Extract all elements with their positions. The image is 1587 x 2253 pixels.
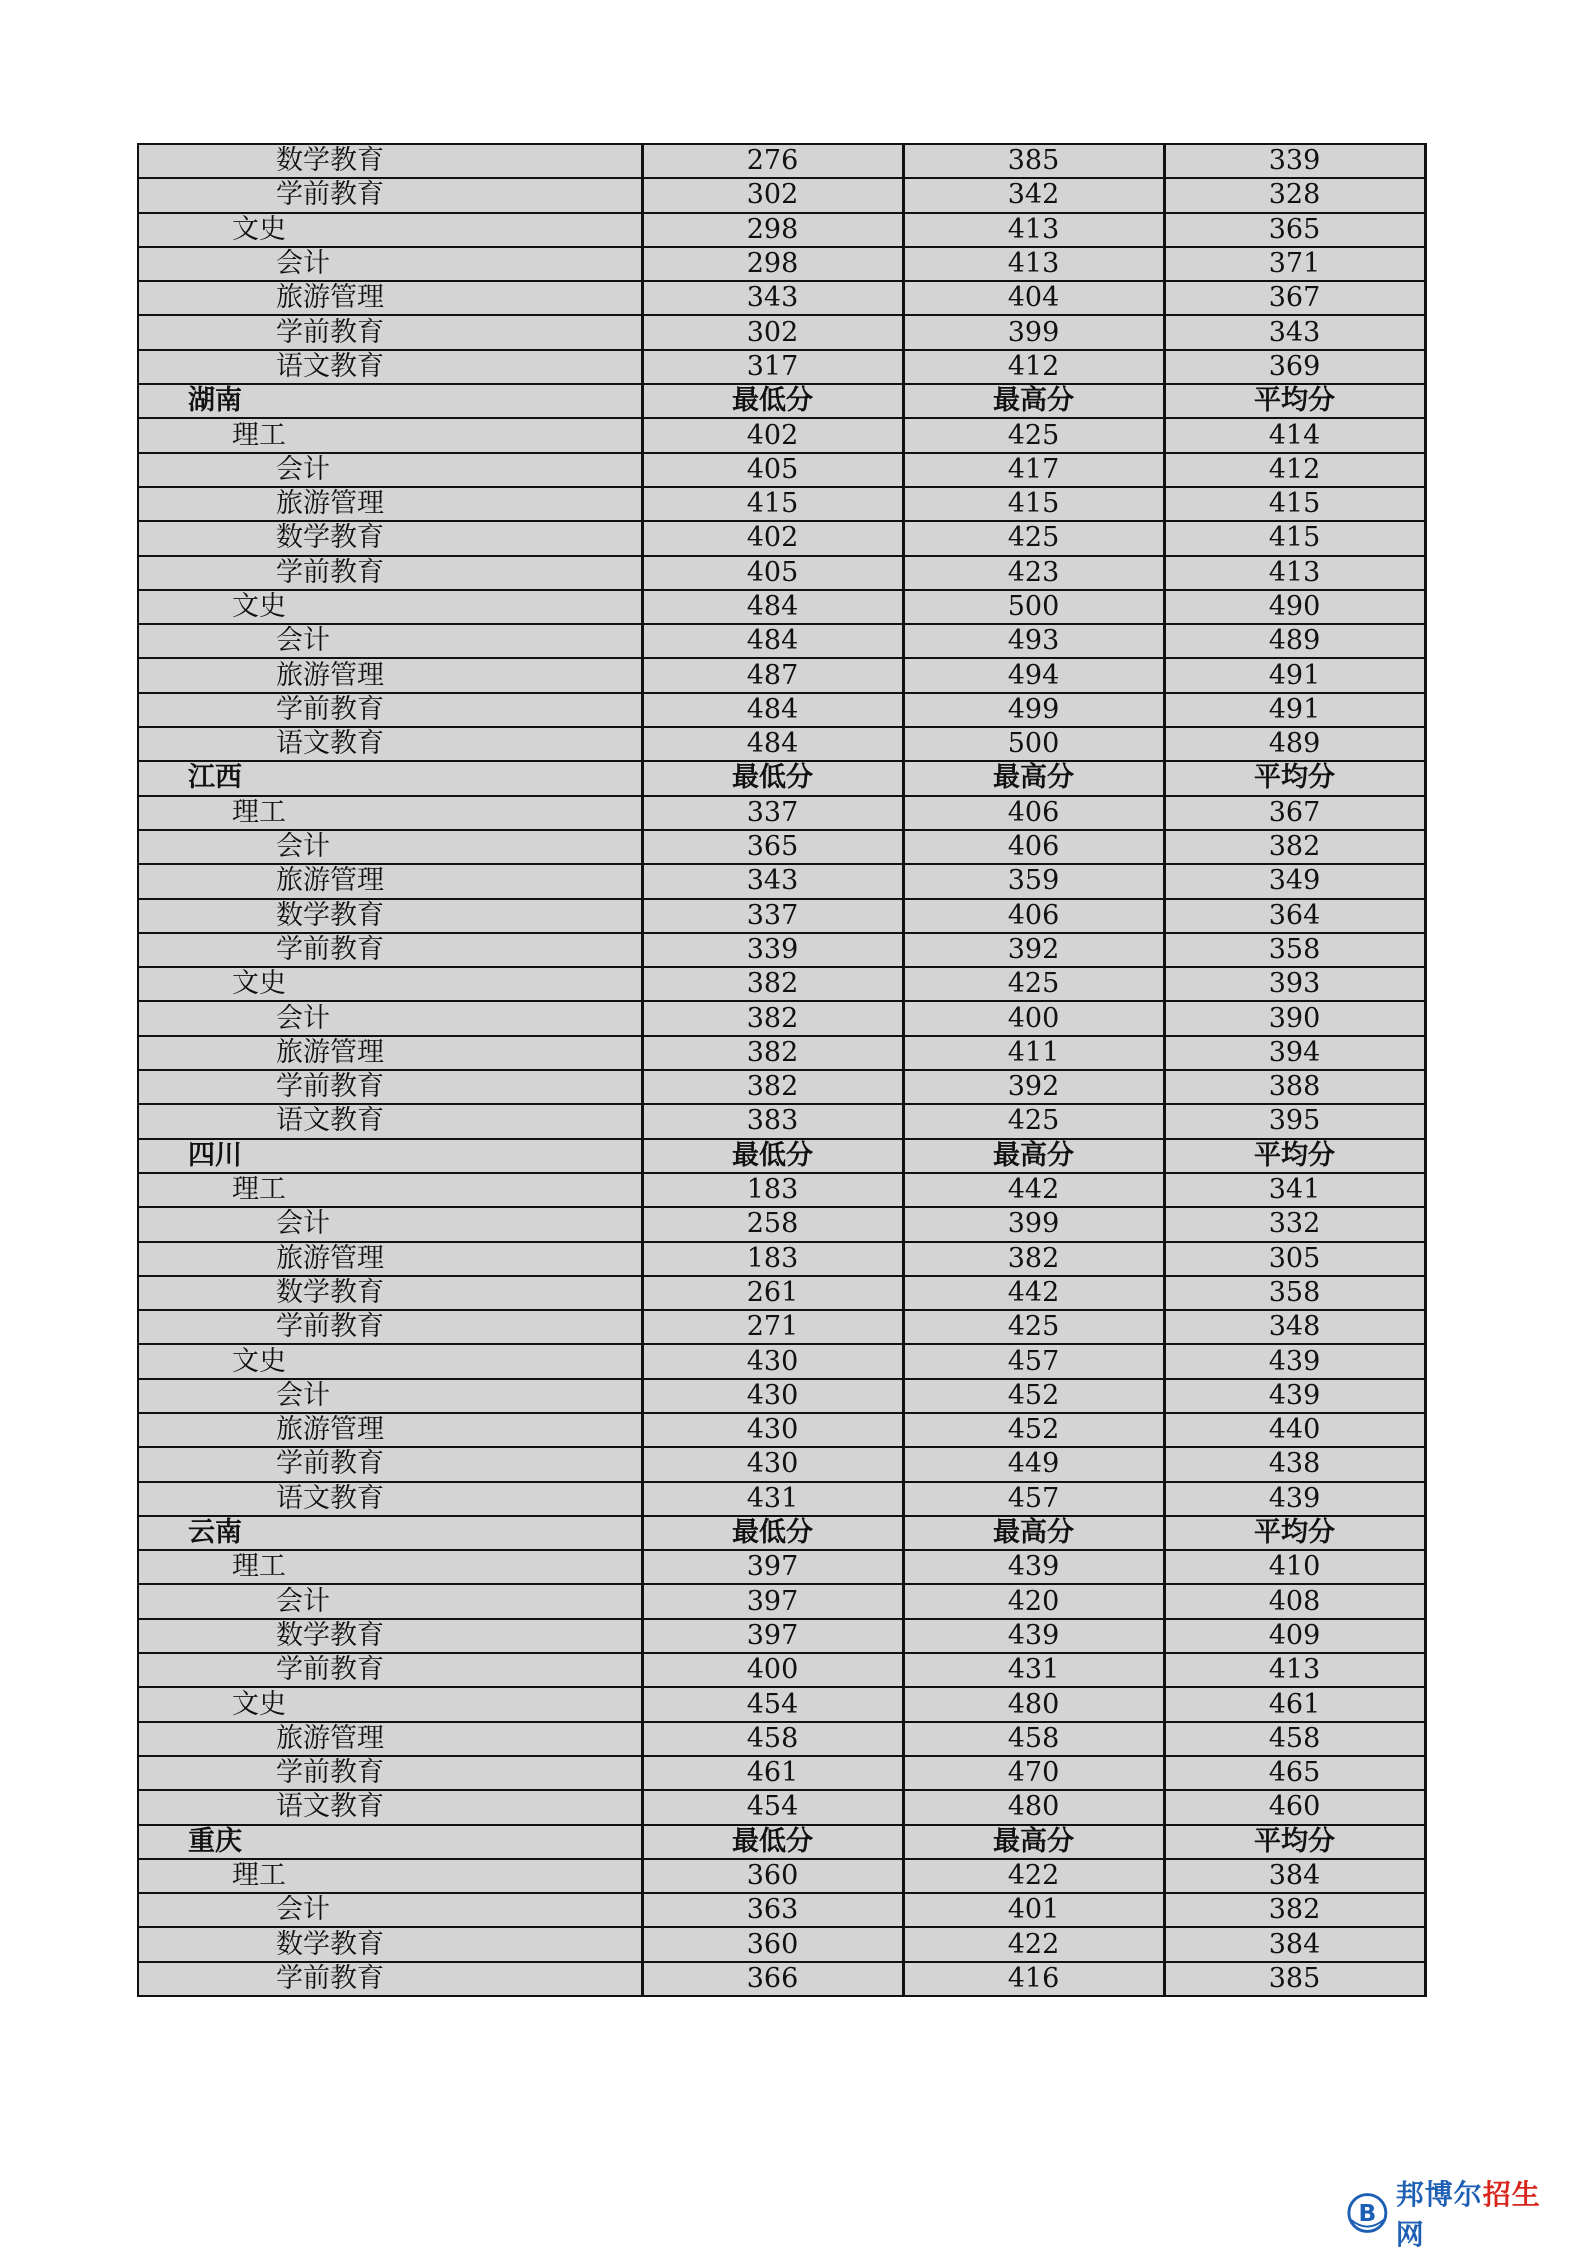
min-score-cell: 298 bbox=[642, 247, 903, 281]
row-name-cell: 旅游管理 bbox=[138, 281, 642, 315]
brand-name-part2: 招生 bbox=[1482, 2178, 1541, 2211]
major-row bbox=[138, 727, 1425, 761]
min-score-cell: 400 bbox=[642, 1653, 903, 1687]
avg-score-cell: 439 bbox=[1164, 1482, 1425, 1516]
category-row bbox=[138, 1173, 1425, 1207]
row-name-cell: 理工 bbox=[138, 796, 642, 830]
major-row bbox=[138, 1756, 1425, 1790]
province-header-row bbox=[138, 1825, 1425, 1859]
brand-name-part1: 邦博尔 bbox=[1395, 2178, 1483, 2211]
avg-score-cell: 458 bbox=[1164, 1722, 1425, 1756]
major-row bbox=[138, 864, 1425, 898]
max-score-cell: 425 bbox=[903, 1104, 1164, 1138]
min-score-cell: 337 bbox=[642, 899, 903, 933]
max-score-cell: 457 bbox=[903, 1344, 1164, 1378]
avg-score-cell: 460 bbox=[1164, 1790, 1425, 1824]
min-score-cell: 484 bbox=[642, 693, 903, 727]
avg-score-cell: 平均分 bbox=[1164, 761, 1425, 795]
avg-score-cell: 439 bbox=[1164, 1344, 1425, 1378]
category-row bbox=[138, 590, 1425, 624]
max-score-cell: 493 bbox=[903, 624, 1164, 658]
row-name-cell: 会计 bbox=[138, 1379, 642, 1413]
avg-score-cell: 384 bbox=[1164, 1927, 1425, 1961]
min-score-cell: 484 bbox=[642, 727, 903, 761]
max-score-cell: 420 bbox=[903, 1584, 1164, 1618]
max-score-cell: 411 bbox=[903, 1036, 1164, 1070]
avg-score-cell: 平均分 bbox=[1164, 1825, 1425, 1859]
max-score-cell: 500 bbox=[903, 727, 1164, 761]
major-row bbox=[138, 1790, 1425, 1824]
avg-score-cell: 358 bbox=[1164, 933, 1425, 967]
major-row bbox=[138, 1379, 1425, 1413]
max-score-cell: 452 bbox=[903, 1413, 1164, 1447]
row-name-cell: 学前教育 bbox=[138, 1962, 642, 1996]
min-score-cell: 484 bbox=[642, 590, 903, 624]
row-name-cell: 学前教育 bbox=[138, 933, 642, 967]
max-score-cell: 413 bbox=[903, 213, 1164, 247]
min-score-cell: 383 bbox=[642, 1104, 903, 1138]
max-score-cell: 415 bbox=[903, 487, 1164, 521]
major-row bbox=[138, 1070, 1425, 1104]
row-name-cell: 数学教育 bbox=[138, 1619, 642, 1653]
major-row bbox=[138, 1482, 1425, 1516]
row-name-cell: 数学教育 bbox=[138, 521, 642, 555]
max-score-cell: 442 bbox=[903, 1173, 1164, 1207]
max-score-cell: 499 bbox=[903, 693, 1164, 727]
avg-score-cell: 393 bbox=[1164, 967, 1425, 1001]
avg-score-cell: 382 bbox=[1164, 830, 1425, 864]
row-name-cell: 会计 bbox=[138, 1207, 642, 1241]
max-score-cell: 423 bbox=[903, 556, 1164, 590]
min-score-cell: 298 bbox=[642, 213, 903, 247]
max-score-cell: 最高分 bbox=[903, 1825, 1164, 1859]
province-header-row bbox=[138, 1139, 1425, 1173]
avg-score-cell: 367 bbox=[1164, 796, 1425, 830]
major-row bbox=[138, 1722, 1425, 1756]
row-name-cell: 湖南 bbox=[138, 384, 642, 418]
min-score-cell: 276 bbox=[642, 144, 903, 178]
max-score-cell: 406 bbox=[903, 830, 1164, 864]
max-score-cell: 431 bbox=[903, 1653, 1164, 1687]
min-score-cell: 382 bbox=[642, 1001, 903, 1035]
max-score-cell: 422 bbox=[903, 1859, 1164, 1893]
row-name-cell: 文史 bbox=[138, 213, 642, 247]
avg-score-cell: 491 bbox=[1164, 658, 1425, 692]
row-name-cell: 理工 bbox=[138, 1859, 642, 1893]
row-name-cell: 学前教育 bbox=[138, 693, 642, 727]
row-name-cell: 会计 bbox=[138, 830, 642, 864]
major-row bbox=[138, 933, 1425, 967]
avg-score-cell: 平均分 bbox=[1164, 1139, 1425, 1173]
max-score-cell: 425 bbox=[903, 418, 1164, 452]
max-score-cell: 400 bbox=[903, 1001, 1164, 1035]
avg-score-cell: 369 bbox=[1164, 350, 1425, 384]
major-row bbox=[138, 1619, 1425, 1653]
row-name-cell: 学前教育 bbox=[138, 1653, 642, 1687]
row-name-cell: 会计 bbox=[138, 1893, 642, 1927]
major-row bbox=[138, 1001, 1425, 1035]
avg-score-cell: 413 bbox=[1164, 556, 1425, 590]
row-name-cell: 文史 bbox=[138, 1687, 642, 1721]
min-score-cell: 302 bbox=[642, 178, 903, 212]
brand-name bbox=[1396, 2173, 1565, 2253]
major-row bbox=[138, 281, 1425, 315]
major-row bbox=[138, 521, 1425, 555]
min-score-cell: 271 bbox=[642, 1310, 903, 1344]
row-name-cell: 语文教育 bbox=[138, 1482, 642, 1516]
max-score-cell: 406 bbox=[903, 899, 1164, 933]
avg-score-cell: 364 bbox=[1164, 899, 1425, 933]
row-name-cell: 理工 bbox=[138, 1550, 642, 1584]
max-score-cell: 401 bbox=[903, 1893, 1164, 1927]
min-score-cell: 430 bbox=[642, 1379, 903, 1413]
max-score-cell: 399 bbox=[903, 315, 1164, 349]
max-score-cell: 417 bbox=[903, 453, 1164, 487]
min-score-cell: 183 bbox=[642, 1242, 903, 1276]
avg-score-cell: 395 bbox=[1164, 1104, 1425, 1138]
max-score-cell: 392 bbox=[903, 1070, 1164, 1104]
major-row bbox=[138, 830, 1425, 864]
avg-score-cell: 349 bbox=[1164, 864, 1425, 898]
avg-score-cell: 490 bbox=[1164, 590, 1425, 624]
max-score-cell: 449 bbox=[903, 1447, 1164, 1481]
row-name-cell: 旅游管理 bbox=[138, 1413, 642, 1447]
category-row bbox=[138, 1859, 1425, 1893]
row-name-cell: 旅游管理 bbox=[138, 1036, 642, 1070]
row-name-cell: 文史 bbox=[138, 590, 642, 624]
max-score-cell: 最高分 bbox=[903, 384, 1164, 418]
row-name-cell: 语文教育 bbox=[138, 1104, 642, 1138]
min-score-cell: 343 bbox=[642, 864, 903, 898]
brand-logo-letter: B bbox=[1358, 2198, 1377, 2227]
row-name-cell: 语文教育 bbox=[138, 1790, 642, 1824]
avg-score-cell: 409 bbox=[1164, 1619, 1425, 1653]
min-score-cell: 397 bbox=[642, 1619, 903, 1653]
row-name-cell: 四川 bbox=[138, 1139, 642, 1173]
avg-score-cell: 328 bbox=[1164, 178, 1425, 212]
category-row bbox=[138, 213, 1425, 247]
row-name-cell: 文史 bbox=[138, 967, 642, 1001]
avg-score-cell: 412 bbox=[1164, 453, 1425, 487]
row-name-cell: 会计 bbox=[138, 453, 642, 487]
row-name-cell: 数学教育 bbox=[138, 899, 642, 933]
max-score-cell: 342 bbox=[903, 178, 1164, 212]
max-score-cell: 385 bbox=[903, 144, 1164, 178]
category-row bbox=[138, 418, 1425, 452]
avg-score-cell: 305 bbox=[1164, 1242, 1425, 1276]
major-row bbox=[138, 658, 1425, 692]
min-score-cell: 405 bbox=[642, 556, 903, 590]
category-row bbox=[138, 1687, 1425, 1721]
max-score-cell: 439 bbox=[903, 1619, 1164, 1653]
min-score-cell: 317 bbox=[642, 350, 903, 384]
avg-score-cell: 465 bbox=[1164, 1756, 1425, 1790]
row-name-cell: 理工 bbox=[138, 1173, 642, 1207]
max-score-cell: 392 bbox=[903, 933, 1164, 967]
min-score-cell: 302 bbox=[642, 315, 903, 349]
category-row bbox=[138, 967, 1425, 1001]
avg-score-cell: 439 bbox=[1164, 1379, 1425, 1413]
row-name-cell: 文史 bbox=[138, 1344, 642, 1378]
row-name-cell: 旅游管理 bbox=[138, 487, 642, 521]
min-score-cell: 最低分 bbox=[642, 1139, 903, 1173]
site-watermark bbox=[1345, 2178, 1565, 2251]
max-score-cell: 439 bbox=[903, 1550, 1164, 1584]
max-score-cell: 480 bbox=[903, 1790, 1164, 1824]
avg-score-cell: 343 bbox=[1164, 315, 1425, 349]
major-row bbox=[138, 1927, 1425, 1961]
max-score-cell: 413 bbox=[903, 247, 1164, 281]
min-score-cell: 430 bbox=[642, 1413, 903, 1447]
max-score-cell: 416 bbox=[903, 1962, 1164, 1996]
row-name-cell: 学前教育 bbox=[138, 1447, 642, 1481]
avg-score-cell: 491 bbox=[1164, 693, 1425, 727]
major-row bbox=[138, 1962, 1425, 1996]
category-row bbox=[138, 1550, 1425, 1584]
max-score-cell: 最高分 bbox=[903, 1516, 1164, 1550]
major-row bbox=[138, 1207, 1425, 1241]
brand-logo-icon bbox=[1345, 2190, 1390, 2236]
max-score-cell: 382 bbox=[903, 1242, 1164, 1276]
row-name-cell: 语文教育 bbox=[138, 350, 642, 384]
avg-score-cell: 413 bbox=[1164, 1653, 1425, 1687]
min-score-cell: 最低分 bbox=[642, 384, 903, 418]
min-score-cell: 261 bbox=[642, 1276, 903, 1310]
min-score-cell: 430 bbox=[642, 1447, 903, 1481]
major-row bbox=[138, 1413, 1425, 1447]
min-score-cell: 431 bbox=[642, 1482, 903, 1516]
avg-score-cell: 367 bbox=[1164, 281, 1425, 315]
min-score-cell: 最低分 bbox=[642, 1825, 903, 1859]
min-score-cell: 405 bbox=[642, 453, 903, 487]
major-row bbox=[138, 178, 1425, 212]
major-row bbox=[138, 1036, 1425, 1070]
avg-score-cell: 382 bbox=[1164, 1893, 1425, 1927]
min-score-cell: 366 bbox=[642, 1962, 903, 1996]
major-row bbox=[138, 1893, 1425, 1927]
row-name-cell: 会计 bbox=[138, 247, 642, 281]
max-score-cell: 442 bbox=[903, 1276, 1164, 1310]
min-score-cell: 337 bbox=[642, 796, 903, 830]
min-score-cell: 382 bbox=[642, 967, 903, 1001]
min-score-cell: 484 bbox=[642, 624, 903, 658]
max-score-cell: 452 bbox=[903, 1379, 1164, 1413]
row-name-cell: 学前教育 bbox=[138, 178, 642, 212]
max-score-cell: 425 bbox=[903, 967, 1164, 1001]
major-row bbox=[138, 350, 1425, 384]
min-score-cell: 430 bbox=[642, 1344, 903, 1378]
score-table-body bbox=[138, 144, 1425, 1996]
max-score-cell: 412 bbox=[903, 350, 1164, 384]
row-name-cell: 语文教育 bbox=[138, 727, 642, 761]
avg-score-cell: 415 bbox=[1164, 521, 1425, 555]
avg-score-cell: 438 bbox=[1164, 1447, 1425, 1481]
major-row bbox=[138, 693, 1425, 727]
min-score-cell: 454 bbox=[642, 1790, 903, 1824]
avg-score-cell: 410 bbox=[1164, 1550, 1425, 1584]
row-name-cell: 理工 bbox=[138, 418, 642, 452]
category-row bbox=[138, 796, 1425, 830]
major-row bbox=[138, 1653, 1425, 1687]
category-row bbox=[138, 1344, 1425, 1378]
major-row bbox=[138, 144, 1425, 178]
avg-score-cell: 385 bbox=[1164, 1962, 1425, 1996]
row-name-cell: 江西 bbox=[138, 761, 642, 795]
major-row bbox=[138, 1310, 1425, 1344]
major-row bbox=[138, 624, 1425, 658]
major-row bbox=[138, 899, 1425, 933]
major-row bbox=[138, 315, 1425, 349]
min-score-cell: 最低分 bbox=[642, 1516, 903, 1550]
row-name-cell: 学前教育 bbox=[138, 1756, 642, 1790]
min-score-cell: 397 bbox=[642, 1550, 903, 1584]
avg-score-cell: 461 bbox=[1164, 1687, 1425, 1721]
max-score-cell: 494 bbox=[903, 658, 1164, 692]
row-name-cell: 学前教育 bbox=[138, 1070, 642, 1104]
row-name-cell: 数学教育 bbox=[138, 144, 642, 178]
admission-score-table bbox=[137, 143, 1427, 1997]
avg-score-cell: 390 bbox=[1164, 1001, 1425, 1035]
max-score-cell: 470 bbox=[903, 1756, 1164, 1790]
min-score-cell: 461 bbox=[642, 1756, 903, 1790]
avg-score-cell: 341 bbox=[1164, 1173, 1425, 1207]
min-score-cell: 365 bbox=[642, 830, 903, 864]
avg-score-cell: 388 bbox=[1164, 1070, 1425, 1104]
min-score-cell: 487 bbox=[642, 658, 903, 692]
max-score-cell: 458 bbox=[903, 1722, 1164, 1756]
min-score-cell: 360 bbox=[642, 1927, 903, 1961]
avg-score-cell: 358 bbox=[1164, 1276, 1425, 1310]
major-row bbox=[138, 247, 1425, 281]
avg-score-cell: 平均分 bbox=[1164, 1516, 1425, 1550]
max-score-cell: 最高分 bbox=[903, 761, 1164, 795]
avg-score-cell: 440 bbox=[1164, 1413, 1425, 1447]
max-score-cell: 最高分 bbox=[903, 1139, 1164, 1173]
min-score-cell: 402 bbox=[642, 521, 903, 555]
max-score-cell: 425 bbox=[903, 521, 1164, 555]
max-score-cell: 457 bbox=[903, 1482, 1164, 1516]
row-name-cell: 旅游管理 bbox=[138, 1722, 642, 1756]
row-name-cell: 学前教育 bbox=[138, 556, 642, 590]
max-score-cell: 406 bbox=[903, 796, 1164, 830]
major-row bbox=[138, 487, 1425, 521]
min-score-cell: 最低分 bbox=[642, 761, 903, 795]
row-name-cell: 学前教育 bbox=[138, 1310, 642, 1344]
max-score-cell: 399 bbox=[903, 1207, 1164, 1241]
province-header-row bbox=[138, 761, 1425, 795]
major-row bbox=[138, 1242, 1425, 1276]
avg-score-cell: 394 bbox=[1164, 1036, 1425, 1070]
max-score-cell: 359 bbox=[903, 864, 1164, 898]
max-score-cell: 480 bbox=[903, 1687, 1164, 1721]
avg-score-cell: 408 bbox=[1164, 1584, 1425, 1618]
row-name-cell: 旅游管理 bbox=[138, 1242, 642, 1276]
min-score-cell: 343 bbox=[642, 281, 903, 315]
avg-score-cell: 365 bbox=[1164, 213, 1425, 247]
major-row bbox=[138, 556, 1425, 590]
avg-score-cell: 平均分 bbox=[1164, 384, 1425, 418]
avg-score-cell: 414 bbox=[1164, 418, 1425, 452]
min-score-cell: 363 bbox=[642, 1893, 903, 1927]
row-name-cell: 旅游管理 bbox=[138, 864, 642, 898]
avg-score-cell: 489 bbox=[1164, 624, 1425, 658]
min-score-cell: 402 bbox=[642, 418, 903, 452]
min-score-cell: 382 bbox=[642, 1070, 903, 1104]
min-score-cell: 454 bbox=[642, 1687, 903, 1721]
major-row bbox=[138, 1104, 1425, 1138]
row-name-cell: 重庆 bbox=[138, 1825, 642, 1859]
avg-score-cell: 415 bbox=[1164, 487, 1425, 521]
max-score-cell: 422 bbox=[903, 1927, 1164, 1961]
major-row bbox=[138, 1447, 1425, 1481]
row-name-cell: 学前教育 bbox=[138, 315, 642, 349]
min-score-cell: 339 bbox=[642, 933, 903, 967]
avg-score-cell: 489 bbox=[1164, 727, 1425, 761]
row-name-cell: 会计 bbox=[138, 1584, 642, 1618]
province-header-row bbox=[138, 1516, 1425, 1550]
row-name-cell: 数学教育 bbox=[138, 1276, 642, 1310]
min-score-cell: 458 bbox=[642, 1722, 903, 1756]
min-score-cell: 360 bbox=[642, 1859, 903, 1893]
row-name-cell: 会计 bbox=[138, 1001, 642, 1035]
province-header-row bbox=[138, 384, 1425, 418]
row-name-cell: 云南 bbox=[138, 1516, 642, 1550]
major-row bbox=[138, 1584, 1425, 1618]
min-score-cell: 183 bbox=[642, 1173, 903, 1207]
max-score-cell: 404 bbox=[903, 281, 1164, 315]
avg-score-cell: 348 bbox=[1164, 1310, 1425, 1344]
row-name-cell: 旅游管理 bbox=[138, 658, 642, 692]
row-name-cell: 会计 bbox=[138, 624, 642, 658]
major-row bbox=[138, 1276, 1425, 1310]
avg-score-cell: 384 bbox=[1164, 1859, 1425, 1893]
min-score-cell: 258 bbox=[642, 1207, 903, 1241]
min-score-cell: 382 bbox=[642, 1036, 903, 1070]
max-score-cell: 500 bbox=[903, 590, 1164, 624]
row-name-cell: 数学教育 bbox=[138, 1927, 642, 1961]
max-score-cell: 425 bbox=[903, 1310, 1164, 1344]
min-score-cell: 397 bbox=[642, 1584, 903, 1618]
brand-name-part3: 网 bbox=[1395, 2218, 1425, 2251]
avg-score-cell: 332 bbox=[1164, 1207, 1425, 1241]
avg-score-cell: 339 bbox=[1164, 144, 1425, 178]
major-row bbox=[138, 453, 1425, 487]
avg-score-cell: 371 bbox=[1164, 247, 1425, 281]
min-score-cell: 415 bbox=[642, 487, 903, 521]
